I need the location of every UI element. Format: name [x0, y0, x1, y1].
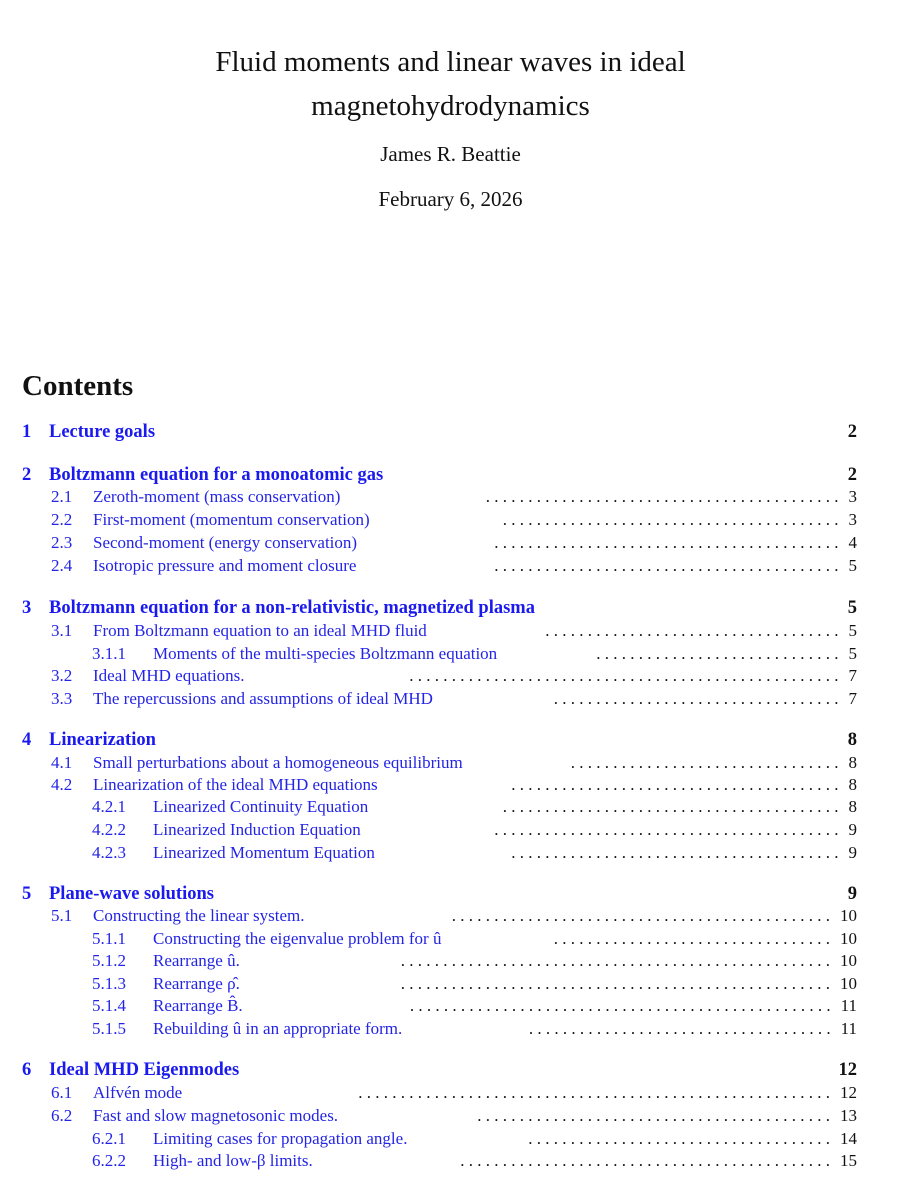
toc-entry-label[interactable]: Ideal MHD Eigenmodes	[49, 1060, 240, 1080]
toc-dot-leader: . . . . . . . . . . . . . . . . . . . . . . . . . . . . . . . . . . . . . . . . . . . . . . . . . .	[409, 996, 831, 1015]
toc-entry-number[interactable]: 3.2	[51, 666, 73, 685]
toc-entry-page: 8	[848, 775, 857, 794]
toc-entry-page: 11	[840, 996, 857, 1015]
toc-entry-label[interactable]: Linearization	[49, 730, 156, 750]
document-title	[0, 40, 901, 128]
toc-dot-leader: . . . . . . . . . . . . . . . . . . . . . . . . . . . . . . . . . . . . . . . . . . . . .	[451, 906, 830, 925]
toc-entry-number[interactable]: 5.1.5	[92, 1019, 126, 1038]
toc-dot-leader: . . . . . . . . . . . . . . . . . . . . . . . . . . . . .	[596, 644, 839, 663]
toc-entry-label[interactable]: Fast and slow magnetosonic modes.	[93, 1106, 339, 1125]
toc-entry-number[interactable]: 2.3	[51, 533, 73, 552]
toc-entry-number[interactable]: 4.2	[51, 775, 73, 794]
toc-dot-leader: . . . . . . . . . . . . . . . . . . . . . . . . . . . . . . . . . . . . . . . . . . . . . . . . . . .	[400, 974, 830, 993]
toc-entry[interactable]	[0, 951, 901, 975]
toc-entry-number[interactable]: 4.2.2	[92, 820, 126, 839]
toc-entry-label[interactable]: Rebuilding û in an appropriate form.	[153, 1019, 403, 1038]
toc-entry-number[interactable]: 5.1.1	[92, 929, 126, 948]
toc-dot-leader: . . . . . . . . . . . . . . . . . . . . . . . . . . . . . . . . . . . .	[528, 1019, 831, 1038]
toc-entry[interactable]	[0, 644, 901, 668]
toc-dot-leader: . . . . . . . . . . . . . . . . . . . . . . . . . . . . . . . . . . . . . . . . .	[494, 533, 839, 552]
toc-dot-leader: . . . . . . . . . . . . . . . . . . . . . . . . . . . . . . . . . . . .	[528, 1129, 830, 1148]
toc-entry-page: 3	[848, 510, 857, 529]
toc-entry-page: 15	[840, 1151, 857, 1170]
toc-entry-number[interactable]: 6.2	[51, 1106, 73, 1125]
toc-entry-number[interactable]: 6.1	[51, 1083, 73, 1102]
toc-dot-leader: . . . . . . . . . . . . . . . . . . . . . . . . . . . . . . . . . . .	[545, 621, 839, 640]
toc-entry-page: 5	[848, 556, 857, 575]
toc-entry-page: 7	[848, 689, 857, 708]
toc-dot-leader: . . . . . . . . . . . . . . . . . . . . . . . . . . . . . . . . . . . . . . . . .	[494, 820, 839, 839]
toc-dot-leader: . . . . . . . . . . . . . . . . . . . . . . . . . . . . . . . . . . . . . . . . . . . . . . . . . . .	[400, 951, 830, 970]
toc-entry-page: 5	[848, 621, 857, 640]
toc-entry-number[interactable]: 4.1	[51, 753, 73, 772]
toc-entry-label[interactable]: Linearization of the ideal MHD equations	[93, 775, 378, 794]
toc-entry-page: 14	[840, 1129, 857, 1148]
toc-entry-page: 10	[840, 974, 857, 993]
toc-entry[interactable]	[0, 1129, 901, 1153]
toc-entry[interactable]	[0, 621, 901, 645]
toc-entry[interactable]	[0, 465, 901, 489]
toc-entry-number[interactable]: 4.2.1	[92, 797, 126, 816]
toc-entry[interactable]	[0, 510, 901, 534]
toc-entry-label[interactable]: Linearized Continuity Equation	[153, 797, 369, 816]
toc-entry-label[interactable]: Isotropic pressure and moment closure	[93, 556, 357, 575]
toc-entry-page: 8	[848, 753, 857, 772]
contents-heading: Contents	[22, 370, 134, 402]
toc-dot-leader: . . . . . . . . . . . . . . . . . . . . . . . . . . . . . . . . .	[553, 929, 830, 948]
toc-entry-page: 9	[847, 884, 857, 904]
toc-entry-label[interactable]: Constructing the linear system.	[93, 906, 305, 925]
toc-entry-label[interactable]: Rearrange B̂.	[153, 996, 243, 1015]
toc-entry[interactable]	[0, 556, 901, 580]
toc-entry-label[interactable]: Rearrange ρ̂.	[153, 974, 240, 993]
toc-entry[interactable]	[0, 422, 901, 446]
toc-entry-number[interactable]: 2.1	[51, 487, 73, 506]
toc-entry[interactable]	[0, 1106, 901, 1130]
toc-entry-number[interactable]: 3.3	[51, 689, 73, 708]
toc-entry-label[interactable]: Linearized Momentum Equation	[153, 843, 375, 862]
author: James R. Beattie	[380, 142, 521, 166]
toc-entry-label[interactable]: High- and low-β limits.	[153, 1151, 313, 1170]
toc-entry[interactable]	[0, 797, 901, 821]
toc-entry[interactable]	[0, 1019, 901, 1043]
toc-dot-leader: . . . . . . . . . . . . . . . . . . . . . . . . . . . . . . . . . . . . . . . .	[502, 797, 839, 816]
toc-entry-page: 12	[838, 1060, 857, 1080]
toc-entry[interactable]	[0, 884, 901, 908]
toc-entry[interactable]	[0, 1083, 901, 1107]
toc-entry-number[interactable]: 6.2.2	[92, 1151, 126, 1170]
toc-entry-page: 9	[848, 820, 857, 839]
toc-entry-label[interactable]: The repercussions and assumptions of ideal MHD	[93, 689, 433, 708]
toc-entry-label[interactable]: Linearized Induction Equation	[153, 820, 361, 839]
toc-entry[interactable]	[0, 533, 901, 557]
toc-entry[interactable]	[0, 974, 901, 998]
toc-entry-number[interactable]: 3.1.1	[92, 644, 126, 663]
toc-dot-leader: . . . . . . . . . . . . . . . . . . . . . . . . . . . . . . . . . . . . . . .	[511, 775, 839, 794]
toc-entry[interactable]	[0, 820, 901, 844]
toc-dot-leader: . . . . . . . . . . . . . . . . . . . . . . . . . . . . . . . . . . . . . . . . .	[494, 556, 839, 575]
toc-entry[interactable]	[0, 775, 901, 799]
toc-entry-number[interactable]: 3.1	[51, 621, 73, 640]
toc-entry[interactable]	[0, 598, 901, 622]
toc-entry-number[interactable]: 3	[22, 598, 32, 618]
toc-entry-page: 4	[848, 533, 857, 552]
toc-entry-label[interactable]: First-moment (momentum conservation)	[93, 510, 370, 529]
toc-entry-page: 10	[840, 951, 857, 970]
toc-entry-page: 5	[848, 644, 857, 663]
toc-entry[interactable]	[0, 730, 901, 754]
toc-dot-leader: . . . . . . . . . . . . . . . . . . . . . . . . . . . . . . . .	[570, 753, 839, 772]
toc-entry-number[interactable]: 6.2.1	[92, 1129, 126, 1148]
toc-entry-label[interactable]: From Boltzmann equation to an ideal MHD fluid	[93, 621, 427, 640]
toc-entry-label[interactable]: Moments of the multi-species Boltzmann equation	[153, 644, 498, 663]
toc-entry-number[interactable]: 5.1.2	[92, 951, 126, 970]
toc-entry-number[interactable]: 5	[22, 884, 32, 904]
toc-entry-page: 2	[847, 465, 857, 485]
toc-entry-label[interactable]: Ideal MHD equations.	[93, 666, 245, 685]
toc-entry-page: 10	[840, 929, 857, 948]
toc-entry-number[interactable]: 5.1.4	[92, 996, 126, 1015]
toc-entry-label[interactable]: Boltzmann equation for a monoatomic gas	[49, 465, 384, 485]
toc-entry-number[interactable]: 1	[22, 422, 32, 442]
toc-entry-label[interactable]: Lecture goals	[49, 422, 156, 442]
toc-dot-leader: . . . . . . . . . . . . . . . . . . . . . . . . . . . . . . . . . . . . . . . . . . . . . . . . . . .	[409, 666, 839, 685]
toc-entry[interactable]	[0, 996, 901, 1020]
toc-entry[interactable]	[0, 666, 901, 690]
toc-entry-number[interactable]: 5.1.3	[92, 974, 126, 993]
toc-entry-label[interactable]: Constructing the eigenvalue problem for û	[153, 929, 442, 948]
toc-entry-page: 2	[847, 422, 857, 442]
toc-entry-page: 11	[840, 1019, 857, 1038]
toc-entry-page: 8	[848, 797, 857, 816]
toc-entry[interactable]	[0, 929, 901, 953]
toc-entry-number[interactable]: 4.2.3	[92, 843, 126, 862]
toc-entry-label[interactable]: Alfvén mode	[93, 1083, 183, 1102]
date: February 6, 2026	[378, 187, 523, 211]
toc-entry-number[interactable]: 2.4	[51, 556, 73, 575]
toc-entry[interactable]	[0, 487, 901, 511]
toc-entry[interactable]	[0, 1060, 901, 1084]
toc-entry-page: 13	[840, 1106, 857, 1125]
toc-entry-label[interactable]: Boltzmann equation for a non-relativistic, magnetized plasma	[49, 598, 535, 618]
toc-entry-page: 10	[840, 906, 857, 925]
toc-entry-number[interactable]: 2	[22, 465, 32, 485]
toc-dot-leader: . . . . . . . . . . . . . . . . . . . . . . . . . . . . . . . . . .	[553, 689, 839, 708]
toc-entry-page: 7	[848, 666, 857, 685]
toc-entry[interactable]	[0, 906, 901, 930]
toc-entry-page: 3	[848, 487, 857, 506]
toc-dot-leader: . . . . . . . . . . . . . . . . . . . . . . . . . . . . . . . . . . . . . . .	[511, 843, 839, 862]
toc-entry-label[interactable]: Small perturbations about a homogeneous equilibrium	[93, 753, 463, 772]
toc-entry-label[interactable]: Rearrange û.	[153, 951, 240, 970]
toc-entry[interactable]	[0, 689, 901, 713]
toc-entry-number[interactable]: 4	[22, 730, 32, 750]
toc-entry-label[interactable]: Limiting cases for propagation angle.	[153, 1129, 408, 1148]
toc-entry-label[interactable]: Plane-wave solutions	[49, 884, 214, 904]
toc-entry[interactable]	[0, 843, 901, 867]
toc-entry-label[interactable]: Second-moment (energy conservation)	[93, 533, 358, 552]
toc-entry-label[interactable]: Zeroth-moment (mass conservation)	[93, 487, 341, 506]
toc-entry[interactable]	[0, 1151, 901, 1175]
toc-dot-leader: . . . . . . . . . . . . . . . . . . . . . . . . . . . . . . . . . . . . . . . .	[502, 510, 839, 529]
toc-entry-page: 8	[847, 730, 857, 750]
title-line-1: Fluid moments and linear waves in ideal	[215, 46, 686, 78]
toc-entry-number[interactable]: 2.2	[51, 510, 73, 529]
toc-entry-page: 5	[847, 598, 857, 618]
toc-dot-leader: . . . . . . . . . . . . . . . . . . . . . . . . . . . . . . . . . . . . . . . . . . . .	[460, 1151, 830, 1170]
toc-entry[interactable]	[0, 753, 901, 777]
toc-entry-page: 9	[848, 843, 857, 862]
toc-dot-leader: . . . . . . . . . . . . . . . . . . . . . . . . . . . . . . . . . . . . . . . . . .	[485, 487, 839, 506]
toc-dot-leader: . . . . . . . . . . . . . . . . . . . . . . . . . . . . . . . . . . . . . . . . . .	[477, 1106, 830, 1125]
toc-entry-number[interactable]: 6	[22, 1060, 32, 1080]
toc-dot-leader: . . . . . . . . . . . . . . . . . . . . . . . . . . . . . . . . . . . . . . . . . . . . . . . . . . . . . . . .	[358, 1083, 830, 1102]
toc-entry-number[interactable]: 5.1	[51, 906, 73, 925]
title-line-2: magnetohydrodynamics	[311, 90, 590, 122]
toc-entry-page: 12	[840, 1083, 857, 1102]
